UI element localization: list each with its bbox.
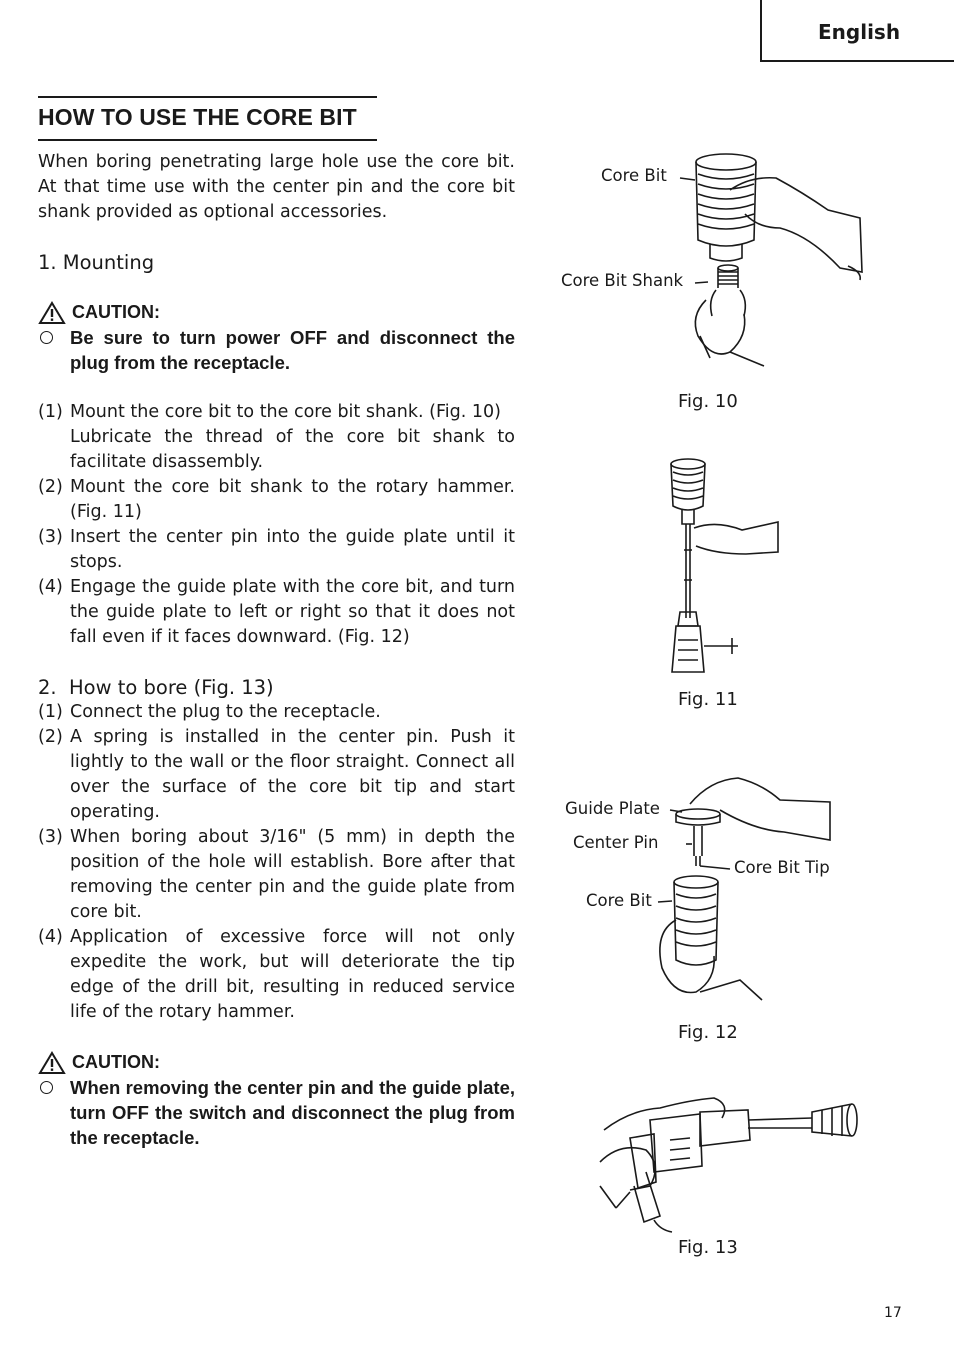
page-number: 17 — [884, 1305, 902, 1321]
title-rule-bottom — [38, 139, 377, 141]
list-item: (4) Application of excessive force will not only expedite the work, but will deteriorate the tip edge of the drill bit, resulting in reduced service life of the rotary hammer. — [38, 927, 515, 1022]
warning-triangle-icon — [38, 1051, 66, 1075]
rotary-hammer-mount-illustration — [620, 450, 820, 680]
label-core-bit-shank: Core Bit Shank — [561, 271, 684, 290]
boring-operation-illustration — [590, 1090, 870, 1235]
figure-13-caption: Fig. 13 — [678, 1237, 738, 1258]
list-item: (4) Engage the guide plate with the core bit, and turn the guide plate to left or right so that it does not fall even if it faces downward. (Fig. 12) — [38, 577, 515, 647]
list-item: (1) Mount the core bit to the core bit shank. (Fig. 10) Lubricate the thread of the core bit shank to facilitate disassembly. — [38, 402, 515, 472]
figure-10-caption: Fig. 10 — [678, 391, 738, 412]
label-core-bit: Core Bit — [601, 166, 667, 185]
intro-paragraph: When boring penetrating large hole use the core bit. At that time use with the center pin and the core bit shank provided as optional accessories. — [38, 152, 515, 222]
label-core-bit: Core Bit — [586, 891, 652, 910]
figure-13 — [590, 1090, 870, 1270]
figure-12 — [540, 770, 880, 1050]
language-tab — [760, 0, 954, 62]
caution-bullet — [38, 325, 515, 375]
caution-heading — [38, 300, 515, 325]
caution-text: Be sure to turn power OFF and disconnect the plug from the receptacle. — [70, 327, 515, 373]
caution-text: When removing the center pin and the guide plate, turn OFF the switch and disconnect the plug from the receptacle. — [70, 1077, 515, 1148]
figure-12-caption: Fig. 12 — [678, 1022, 738, 1043]
title-rule-top — [38, 96, 377, 98]
list-item: (2) A spring is installed in the center pin. Push it lightly to the wall or the floor straight. Connect all over the surface of the core bit tip and start operating. — [38, 727, 515, 822]
figure-10 — [540, 140, 900, 420]
page-title: HOW TO USE THE CORE BIT — [38, 104, 357, 130]
warning-triangle-icon — [38, 301, 66, 325]
list-item: (2) Mount the core bit shank to the rotary hammer. (Fig. 11) — [38, 477, 515, 522]
label-core-bit-tip: Core Bit Tip — [734, 858, 830, 877]
boring-heading: 2. How to bore (Fig. 13) — [38, 676, 274, 699]
circle-bullet-icon — [40, 331, 53, 344]
circle-bullet-icon — [40, 1081, 53, 1094]
guide-plate-assembly-illustration — [540, 770, 880, 1010]
figure-11 — [620, 450, 820, 720]
caution-bullet — [38, 1075, 515, 1150]
list-item: (1) Connect the plug to the receptacle. — [38, 702, 381, 722]
label-guide-plate: Guide Plate — [565, 799, 660, 818]
caution-label: CAUTION: — [72, 1052, 160, 1072]
text-column — [38, 150, 515, 1150]
caution-label: CAUTION: — [72, 302, 160, 322]
language-label: English — [818, 20, 901, 44]
caution-heading — [38, 1050, 515, 1075]
list-item: (3) Insert the center pin into the guide plate until it stops. — [38, 527, 515, 572]
label-center-pin: Center Pin — [573, 833, 659, 852]
core-bit-shank-illustration — [540, 140, 900, 380]
mounting-heading: 1. Mounting — [38, 251, 155, 274]
figure-11-caption: Fig. 11 — [678, 689, 738, 710]
list-item: (3) When boring about 3/16" (5 mm) in depth the position of the hole will establish. Bore after that removing the center pin and the guide plate from core bit. — [38, 827, 515, 922]
